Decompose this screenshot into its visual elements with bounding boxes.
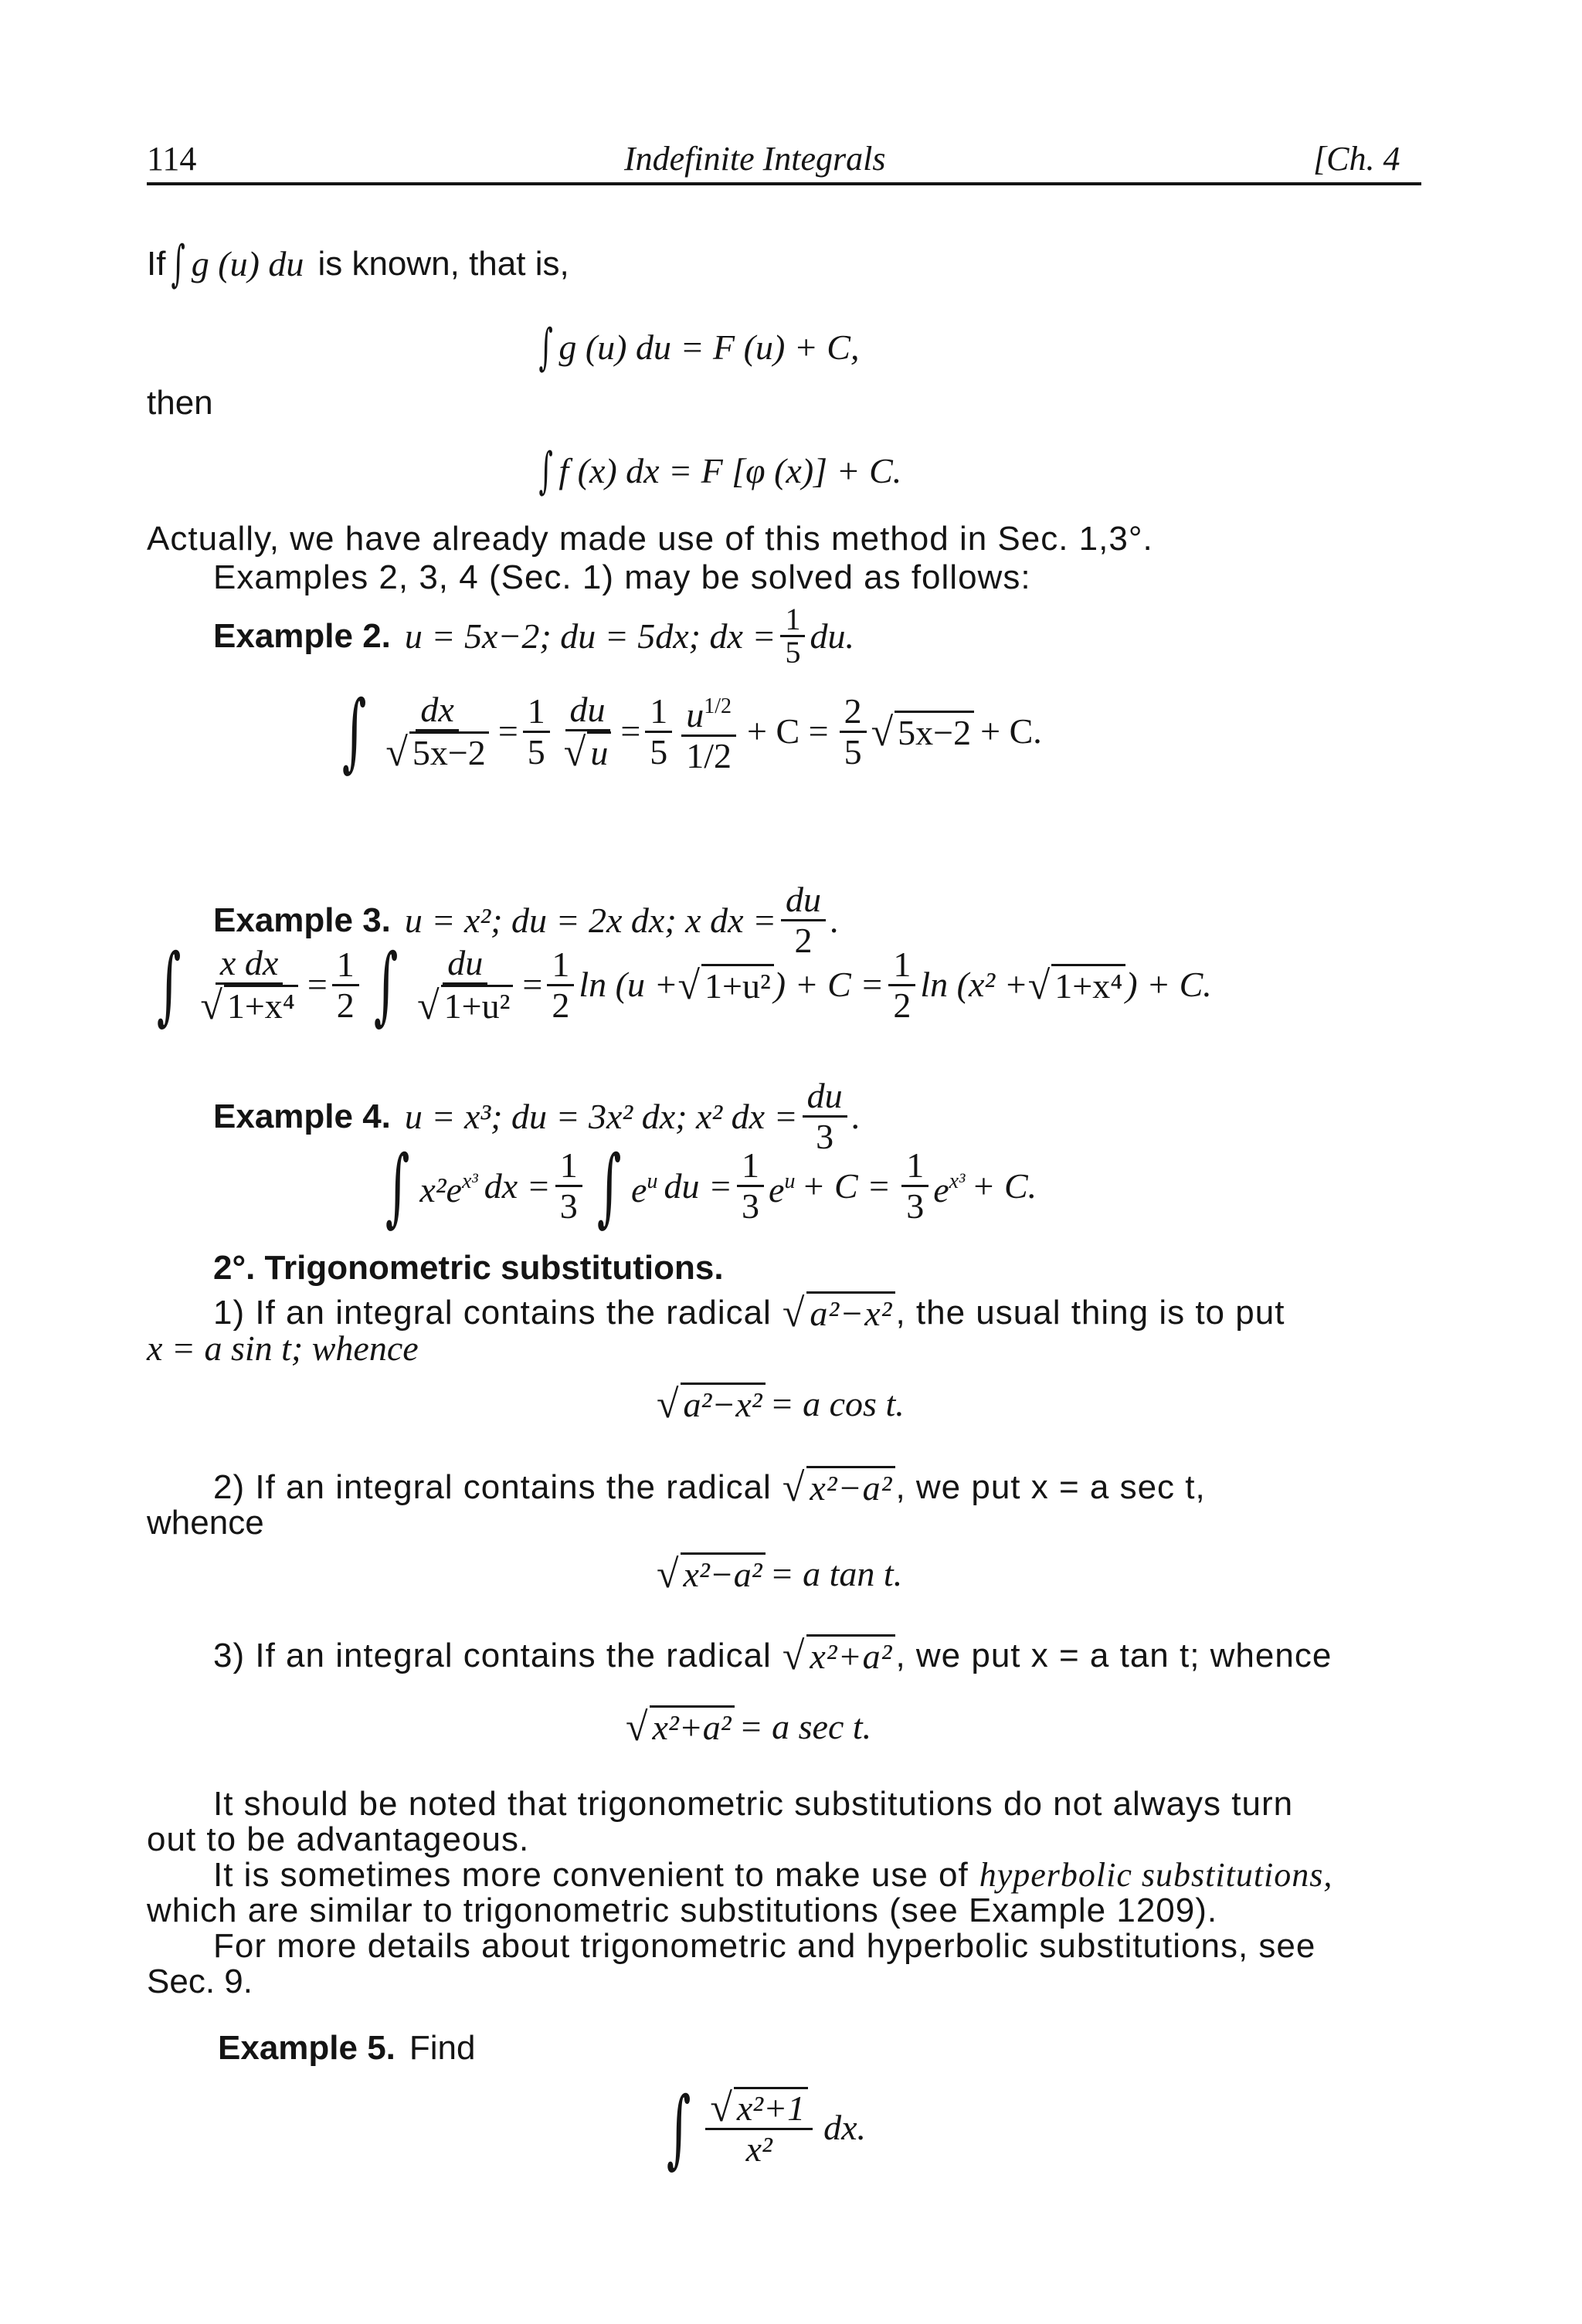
subst-tail: du. <box>810 616 854 656</box>
radical <box>412 985 518 1026</box>
intro-if: If <box>147 245 166 283</box>
integral-sign: ∫ <box>373 935 399 1034</box>
integral-sign: ∫ <box>596 1136 622 1236</box>
note-text: It is sometimes more convenient to make use of <box>213 1856 969 1894</box>
radical-sign: √ <box>417 984 440 1028</box>
numerator: du <box>803 1077 847 1118</box>
case-text: , we put x = a sec t, <box>895 1467 1206 1506</box>
radical <box>626 1705 735 1748</box>
radical-sign: √ <box>657 1383 679 1427</box>
numerator: 1 <box>547 945 574 986</box>
radical <box>657 1552 766 1595</box>
radical-sign: √ <box>626 1705 648 1749</box>
fraction <box>645 692 672 772</box>
case-3-line <box>213 1634 1332 1677</box>
integral-sign: ∫ <box>666 2078 691 2177</box>
intro-expr: g (u) du <box>191 244 304 283</box>
example-3-label: Example 3. <box>213 901 391 939</box>
radicand: 1+u² <box>701 964 774 1006</box>
example-4-label: Example 4. <box>213 1097 391 1135</box>
integral-sign: ∫ <box>538 319 553 376</box>
numerator: 1 <box>645 692 672 733</box>
radical <box>783 1291 896 1334</box>
ln-expr: ln (u + <box>579 965 678 1004</box>
fraction <box>737 1146 764 1226</box>
radical <box>677 964 773 1006</box>
fraction <box>888 945 915 1025</box>
radicand: x²−a² <box>806 1466 895 1508</box>
integral-sign: ∫ <box>341 682 367 781</box>
fraction <box>780 604 805 668</box>
radicand: 1+u² <box>441 985 514 1026</box>
radicand: 5x−2 <box>409 731 489 772</box>
numerator <box>681 687 736 737</box>
paragraph-line: Examples 2, 3, 4 (Sec. 1) may be solved as follows: <box>213 558 1031 596</box>
note-line: Sec. 9. <box>147 1963 253 2000</box>
chapter-label: [Ch. 4 <box>1313 140 1400 178</box>
expr: $x^2e^{x^3}$ <box>419 1169 478 1209</box>
equation-intro-2 <box>533 443 902 500</box>
radicand: x²−a² <box>681 1552 766 1595</box>
fraction <box>705 2087 813 2169</box>
section-heading: 2°. Trigonometric substitutions. <box>213 1249 724 1287</box>
fraction <box>555 1146 582 1226</box>
numerator: x dx <box>216 944 283 985</box>
denominator: 5 <box>785 635 801 670</box>
eq-text: f (x) dx = F [φ (x)] + C. <box>558 451 902 490</box>
fraction <box>559 690 616 775</box>
eq-tail: + C = <box>747 711 829 751</box>
example-3-equation: ∫ x dx √ 1+x⁴ = $\frac{1}{2}$ ∫ du √ 1+u² = $\frac{1}{2}$ ln (u + √ 1+u² ) + C = $\frac{1}{2}$ ln (x² + √ 1+x⁴ ) + C. <box>156 935 1212 1034</box>
radical-sign: √ <box>710 2086 732 2130</box>
example-2-equation: ∫ dx √ 5x−2 = $\frac{1}{5}$ du √ u = $\frac{1}{5}$ $\frac{u^{1/2}}{1/2}$ + C = $\frac{2}{5}$ √ 5x−2 + C. <box>341 682 1042 781</box>
fraction <box>803 1077 847 1156</box>
radical-sign: √ <box>385 731 408 775</box>
fraction <box>195 944 303 1026</box>
example-2-label: Example 2. <box>213 616 391 655</box>
radical-sign: √ <box>782 1466 806 1510</box>
equation-intro-1 <box>533 319 860 376</box>
ln-expr: ) + C = <box>773 965 884 1004</box>
numerator: dx <box>416 690 458 731</box>
expr: + C = <box>801 1165 891 1206</box>
expr: dx = <box>484 1165 551 1206</box>
radical <box>559 731 616 775</box>
denominator: 2 <box>893 985 912 1025</box>
fraction <box>332 945 359 1025</box>
expr: $e^{x^3}$ <box>933 1169 966 1209</box>
case-text: 2) If an integral contains the radical <box>213 1467 772 1506</box>
note-line: out to be advantageous. <box>147 1820 530 1858</box>
numerator: 1 <box>737 1146 764 1187</box>
exponent: 1/2 <box>704 694 732 718</box>
ln-expr: ln (x² + <box>920 965 1028 1004</box>
eq-tail: = a tan t. <box>769 1553 903 1593</box>
fraction <box>901 1146 928 1226</box>
integral-sign: ∫ <box>538 443 553 500</box>
eq-tail: + C. <box>980 711 1042 751</box>
numerator: du <box>781 880 826 921</box>
denominator: 2 <box>336 985 355 1025</box>
denominator: 1/2 <box>686 736 732 775</box>
radicand: 1+x⁴ <box>224 985 298 1026</box>
paragraph-line: Actually, we have already made use of this method in Sec. 1,3°. <box>147 520 1153 558</box>
eq-text: g (u) du = F (u) + C, <box>558 327 860 367</box>
numerator: du <box>443 944 487 985</box>
radical <box>783 1634 896 1677</box>
numerator: 1 <box>888 945 915 986</box>
example-5-integral <box>657 2078 867 2177</box>
radicand: x²+a² <box>806 1634 895 1677</box>
numerator: 2 <box>840 692 867 733</box>
case-2-equation <box>657 1552 902 1595</box>
denominator: 3 <box>559 1186 578 1226</box>
example-4-substitution: Example 4. u = x³; du = 3x² dx; x² dx = $\frac{du}{3}$ . <box>213 1076 861 1156</box>
denominator: 5 <box>527 731 545 772</box>
fraction <box>381 690 494 775</box>
numerator: 1 <box>780 604 805 637</box>
subst-text: u = x³; du = 3x² dx; x² dx = <box>404 1096 798 1136</box>
radical <box>783 1466 896 1508</box>
example-5-label: Example 5. <box>218 2029 396 2067</box>
note-line <box>213 1855 1332 1895</box>
denominator: 2 <box>794 921 813 960</box>
radical <box>195 985 303 1026</box>
integral-sign: ∫ <box>171 236 186 293</box>
expr: $e^u$ <box>769 1169 796 1209</box>
radical-sign: √ <box>1027 963 1051 1008</box>
case-1-equation <box>657 1383 905 1425</box>
radicand: x²+1 <box>734 2087 808 2128</box>
radicand: a²−x² <box>806 1291 895 1334</box>
radical <box>705 2087 813 2130</box>
numerator: 1 <box>555 1146 582 1187</box>
denominator: 5 <box>844 731 862 772</box>
case-3-equation <box>626 1705 871 1748</box>
integral-sign: ∫ <box>156 935 182 1034</box>
ln-expr: ) + C. <box>1125 965 1212 1004</box>
radicand: 1+x⁴ <box>1051 964 1125 1006</box>
radicand: u <box>587 731 611 772</box>
eq-tail: = a sec t. <box>738 1706 872 1746</box>
note-line: It should be noted that trigonometric substitutions do not always turn <box>213 1785 1294 1823</box>
radical <box>657 1383 766 1425</box>
case-text: , the usual thing is to put <box>895 1293 1285 1332</box>
header-rule <box>147 182 1421 185</box>
case-2-line-2: whence <box>147 1504 264 1542</box>
example-5-tail: dx. <box>823 2108 867 2147</box>
note-emphasis: hyperbolic substitutions, <box>979 1856 1333 1894</box>
subst-text: u = 5x−2; du = 5dx; dx = <box>404 616 776 656</box>
base: u <box>686 695 704 735</box>
eq-tail: = a cos t. <box>769 1383 905 1423</box>
radicand: 5x−2 <box>895 711 974 753</box>
denominator: 2 <box>552 985 570 1025</box>
note-line: For more details about trigonometric and hyperbolic substitutions, see <box>213 1927 1316 1965</box>
radical-sign: √ <box>782 1291 806 1335</box>
example-3-substitution: Example 3. u = x²; du = 2x dx; x dx = $\frac{du}{2}$ . <box>213 880 840 960</box>
case-1-line-2: x = a sin t; whence <box>147 1328 419 1368</box>
note-line: which are similar to trigonometric substitutions (see Example 1209). <box>147 1891 1218 1929</box>
radical-sign: √ <box>782 1634 806 1678</box>
fraction <box>523 692 550 772</box>
radical-sign: √ <box>563 731 586 775</box>
radical <box>871 711 975 753</box>
case-text: 3) If an integral contains the radical <box>213 1636 772 1674</box>
case-2-line <box>213 1466 1206 1508</box>
fraction <box>547 945 574 1025</box>
example-5-line <box>218 2028 476 2068</box>
fraction <box>412 944 518 1026</box>
case-text: , we put x = a tan t; whence <box>895 1636 1332 1674</box>
intro-line1 <box>147 236 569 293</box>
radical-sign: √ <box>657 1552 679 1596</box>
subst-text: u = x²; du = 2x dx; x dx = <box>404 900 777 940</box>
radicand: a²−x² <box>681 1383 766 1425</box>
numerator: du <box>565 690 610 731</box>
running-title: Indefinite Integrals <box>624 140 886 178</box>
fraction <box>840 692 867 772</box>
radical <box>381 731 494 775</box>
denominator: 5 <box>650 731 668 772</box>
case-text: 1) If an integral contains the radical <box>213 1293 772 1332</box>
expr: + C. <box>971 1165 1037 1206</box>
denominator: x² <box>745 2129 772 2169</box>
expr: $e^u$ <box>631 1169 658 1209</box>
denominator: 3 <box>816 1117 834 1156</box>
page-number: 114 <box>147 140 197 178</box>
radical-sign: √ <box>871 710 894 755</box>
case-1-line <box>213 1291 1285 1334</box>
example-5-text: Find <box>409 2029 476 2067</box>
numerator: 1 <box>901 1146 928 1187</box>
numerator: 1 <box>523 692 550 733</box>
integral-sign: ∫ <box>385 1136 410 1236</box>
radical-sign: √ <box>677 963 701 1008</box>
example-2-substitution <box>213 604 854 668</box>
denominator: 3 <box>906 1186 925 1226</box>
radical <box>1028 964 1126 1006</box>
expr: du = <box>664 1165 733 1206</box>
fraction <box>681 687 736 775</box>
intro-text: is known, that is, <box>317 245 569 283</box>
example-4-equation <box>375 1136 1037 1236</box>
radical-sign: √ <box>200 984 222 1028</box>
numerator: 1 <box>332 945 359 986</box>
radicand: x²+a² <box>650 1705 735 1748</box>
denominator: 3 <box>742 1186 760 1226</box>
then-label: then <box>147 384 213 422</box>
